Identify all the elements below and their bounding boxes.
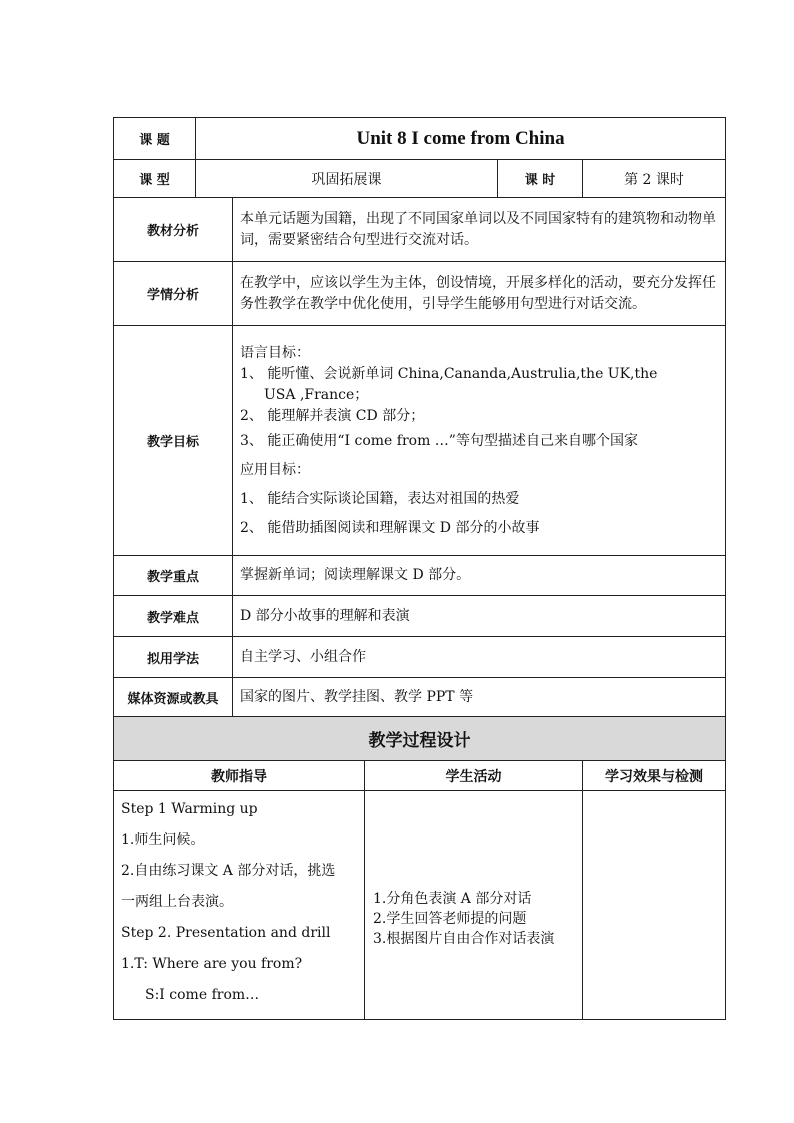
teacher-step: 1.师生问候。 (121, 832, 205, 848)
difficult-points-row (114, 596, 726, 637)
student-activity: 1.分角色表演 A 部分对话 (373, 891, 532, 907)
application-goal-2: 2、 能借助插图阅读和理解课文 D 部分的小故事 (240, 519, 540, 536)
difficult-points-text: D 部分小故事的理解和表演 (233, 596, 726, 637)
student-activities (365, 791, 583, 1020)
topic-value: Unit 8 I come from China (196, 118, 726, 160)
language-goal-3: 3、 能正确使用“I come from …”等句型描述自己来自哪个国家 (240, 432, 638, 449)
process-title: 教学过程设计 (114, 717, 726, 761)
student-activity: 3.根据图片自由合作对话表演 (373, 931, 555, 947)
period-value: 第 2 课时 (583, 160, 726, 198)
key-points-text: 掌握新单词；阅读理解课文 D 部分。 (233, 556, 726, 596)
media-label: 媒体资源或教具 (114, 678, 233, 717)
media-row (114, 678, 726, 717)
period-label: 课 时 (498, 160, 583, 198)
teacher-step: S:I come from… (145, 987, 260, 1003)
student-activity-header: 学生活动 (365, 761, 583, 791)
goals-label: 教学目标 (114, 326, 233, 556)
language-goal-1-cont: USA ,France； (264, 386, 369, 403)
teacher-steps (114, 791, 365, 1020)
learner-label: 学情分析 (114, 262, 233, 326)
process-title-row (114, 717, 726, 761)
learning-method-row (114, 637, 726, 678)
learning-method-label: 拟用学法 (114, 637, 233, 678)
learner-text: 在教学中，应该以学生为主体，创设情境，开展多样化的活动，要充分发挥任务性教学在教学中优化使用，引导学生能够用句型进行对话交流。 (233, 262, 726, 326)
teacher-step: 2.自由练习课文 A 部分对话，挑选 (121, 863, 336, 879)
lesson-plan-table (113, 117, 726, 1020)
topic-row (114, 118, 726, 160)
teacher-step: Step 1 Warming up (121, 801, 258, 817)
topic-label: 课 题 (114, 118, 196, 160)
learning-effect-cell (583, 791, 726, 1020)
goals-row (114, 326, 726, 556)
language-goal-2: 2、 能理解并表演 CD 部分； (240, 407, 425, 424)
key-points-label: 教学重点 (114, 556, 233, 596)
learning-method-text: 自主学习、小组合作 (233, 637, 726, 678)
student-activity: 2.学生回答老师提的问题 (373, 911, 527, 927)
material-row (114, 198, 726, 262)
media-text: 国家的图片、教学挂图、教学 PPT 等 (233, 678, 726, 717)
material-label: 教材分析 (114, 198, 233, 262)
teacher-guidance-header: 教师指导 (114, 761, 365, 791)
application-goal-1: 1、 能结合实际谈论国籍，表达对祖国的热爱 (240, 490, 520, 507)
language-goal-1: 1、 能听懂、会说新单词 China,Cananda,Austrulia,the UK,the (240, 365, 658, 382)
type-label: 课 型 (114, 160, 196, 198)
teacher-step: Step 2. Presentation and drill (121, 925, 331, 941)
goals-content (233, 326, 726, 556)
process-header-row (114, 761, 726, 791)
type-row (114, 160, 726, 198)
teacher-step: 1.T: Where are you from? (121, 956, 303, 972)
process-body-row (114, 791, 726, 1020)
type-value: 巩固拓展课 (196, 160, 498, 198)
learner-row (114, 262, 726, 326)
learning-effect-header: 学习效果与检测 (583, 761, 726, 791)
difficult-points-label: 教学难点 (114, 596, 233, 637)
key-points-row (114, 556, 726, 596)
material-text: 本单元话题为国籍，出现了不同国家单词以及不同国家特有的建筑物和动物单词，需要紧密结合句型进行交流对话。 (233, 198, 726, 262)
teacher-step: 一两组上台表演。 (121, 894, 233, 910)
lesson-plan-sheet (113, 117, 725, 1020)
language-goals-heading: 语言目标： (240, 344, 310, 361)
application-goals-heading: 应用目标： (240, 461, 310, 478)
